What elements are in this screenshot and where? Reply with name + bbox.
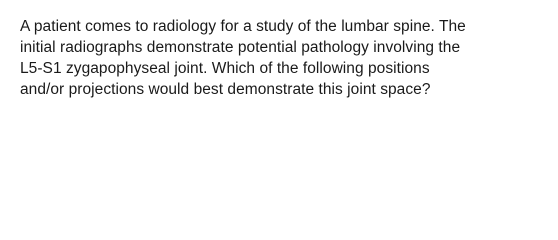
question-line: and/or projections would best demonstrate this joint space? <box>20 81 431 98</box>
question-line: initial radiographs demonstrate potential pathology involving the <box>20 39 461 56</box>
question-text <box>20 16 544 100</box>
question-line: L5-S1 zygapophyseal joint. Which of the following positions <box>20 60 430 77</box>
question-line: A patient comes to radiology for a study of the lumbar spine. The <box>20 18 466 35</box>
